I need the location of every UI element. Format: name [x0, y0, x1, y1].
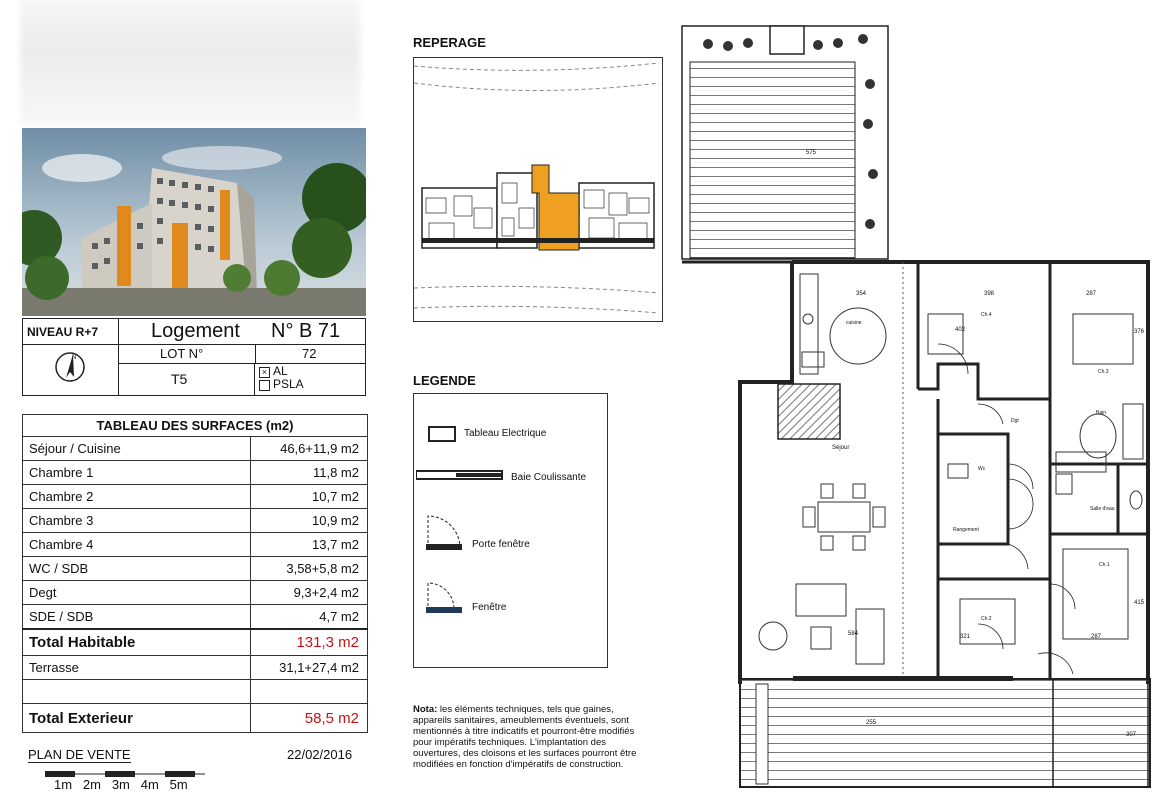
total-exterieur-value: 58,5 m2 [251, 704, 368, 733]
building-rendering [22, 128, 366, 316]
table-row [23, 557, 368, 581]
room-label: cuisine [846, 320, 862, 326]
fenetre-icon [426, 579, 466, 620]
surfaces-title: TABLEAU DES SURFACES (m2) [23, 415, 368, 437]
table-row [23, 509, 368, 533]
room-label: Ch.1 [1099, 562, 1110, 568]
scale-labels [54, 777, 188, 792]
row-label: Chambre 4 [23, 533, 251, 557]
total-habitable-value: 131,3 m2 [251, 629, 368, 656]
type-value: T5 [171, 371, 188, 387]
legende-box [413, 393, 608, 668]
row-label: Séjour / Cuisine [23, 437, 251, 461]
room-label: Séjour [832, 445, 850, 451]
legende-item: Baie Coulissante [511, 472, 587, 483]
terrasse-value: 31,1+27,4 m2 [251, 656, 368, 680]
checkbox-al-icon: × [259, 367, 270, 378]
legende-item: Fenêtre [472, 602, 507, 613]
row-label: Chambre 3 [23, 509, 251, 533]
total-habitable-row [23, 629, 368, 656]
plan-de-vente-label: PLAN DE VENTE [28, 747, 131, 762]
dimension-label: 307 [1126, 732, 1137, 738]
checkbox-psla-icon [259, 380, 270, 391]
surfaces-table [22, 414, 368, 733]
baie-coulissante-icon [416, 468, 504, 487]
row-value: 10,7 m2 [251, 485, 368, 509]
total-exterieur-label: Total Exterieur [23, 704, 251, 733]
nota-body: les éléments techniques, tels que gaines, appareils sanitaires, ameublements éventuels, sont mentionnés à titre indicatifs et pourront-être modifiés pour impératifs techniques. L'implantation des ouvertures, des cloisons et les surfaces pourront être modifiées en fonction d'impératifs de construction. [413, 704, 637, 770]
room-label: Salle d'eau [1090, 506, 1115, 512]
nota-label: Nota: [413, 704, 438, 715]
dimension-label: 354 [856, 291, 867, 297]
row-label: Degt [23, 581, 251, 605]
north-arrow-icon [53, 350, 87, 389]
scale-label: 5m [169, 777, 188, 792]
terrasse-label: Terrasse [23, 656, 251, 680]
room-label: Bain [1096, 410, 1107, 416]
scale-label: 4m [140, 777, 159, 792]
table-row [23, 680, 368, 704]
dimension-label: 255 [866, 720, 877, 726]
header-blur [20, 0, 360, 125]
dimension-label: 584 [848, 631, 859, 637]
svg-text:N: N [72, 355, 77, 361]
tableau-electrique-icon [428, 426, 456, 442]
room-label: Ch.3 [1098, 369, 1109, 375]
table-row [23, 605, 368, 630]
row-value: 3,58+5,8 m2 [251, 557, 368, 581]
row-value: 13,7 m2 [251, 533, 368, 557]
row-label: WC / SDB [23, 557, 251, 581]
dimension-label: 398 [984, 291, 995, 297]
legende-title: LEGENDE [413, 373, 476, 388]
scale-bar [45, 765, 215, 773]
niveau-label: NIVEAU R+7 [27, 325, 99, 339]
legende-item: Tableau Electrique [464, 428, 547, 439]
reperage-map [413, 57, 663, 322]
dimension-label: 321 [960, 634, 971, 640]
logement-number: N° B 71 [271, 320, 341, 342]
nota-text [413, 704, 643, 770]
table-row [23, 581, 368, 605]
table-row [23, 533, 368, 557]
logement-label: Logement [151, 320, 240, 342]
row-value: 4,7 m2 [251, 605, 368, 630]
table-row [23, 437, 368, 461]
room-label: Rangement [953, 527, 979, 533]
row-value: 11,8 m2 [251, 461, 368, 485]
floor-plan [678, 24, 1160, 794]
dimension-label: 287 [1091, 634, 1102, 640]
row-label: SDE / SDB [23, 605, 251, 630]
total-habitable-label: Total Habitable [23, 629, 251, 656]
dimension-label: 575 [806, 150, 817, 156]
dimension-label: 415 [1134, 600, 1145, 606]
table-row [23, 485, 368, 509]
dimension-label: 402 [955, 327, 966, 333]
total-exterieur-row [23, 704, 368, 733]
scale-label: 3m [111, 777, 130, 792]
room-label: Ch.2 [981, 616, 992, 622]
option-al-label: AL [273, 364, 288, 378]
dimension-label: 287 [1086, 291, 1097, 297]
table-row [23, 461, 368, 485]
legende-item: Porte fenêtre [472, 539, 530, 550]
lot-label: LOT N° [160, 346, 204, 361]
scale-label: 2m [82, 777, 101, 792]
dimension-label: 376 [1134, 329, 1145, 335]
lot-value: 72 [302, 346, 317, 361]
table-row [23, 656, 368, 680]
row-value: 9,3+2,4 m2 [251, 581, 368, 605]
row-label: Chambre 2 [23, 485, 251, 509]
lot-info-table [22, 318, 366, 396]
option-psla-label: PSLA [273, 377, 304, 391]
row-label: Chambre 1 [23, 461, 251, 485]
reperage-title: REPERAGE [413, 35, 486, 50]
plan-date: 22/02/2016 [287, 747, 353, 762]
porte-fenetre-icon [426, 512, 474, 557]
room-label: Wc [978, 466, 986, 472]
room-label: Dgt [1011, 418, 1019, 424]
room-label: Ch.4 [981, 312, 992, 318]
row-value: 46,6+11,9 m2 [251, 437, 368, 461]
scale-label: 1m [54, 777, 73, 792]
row-value: 10,9 m2 [251, 509, 368, 533]
